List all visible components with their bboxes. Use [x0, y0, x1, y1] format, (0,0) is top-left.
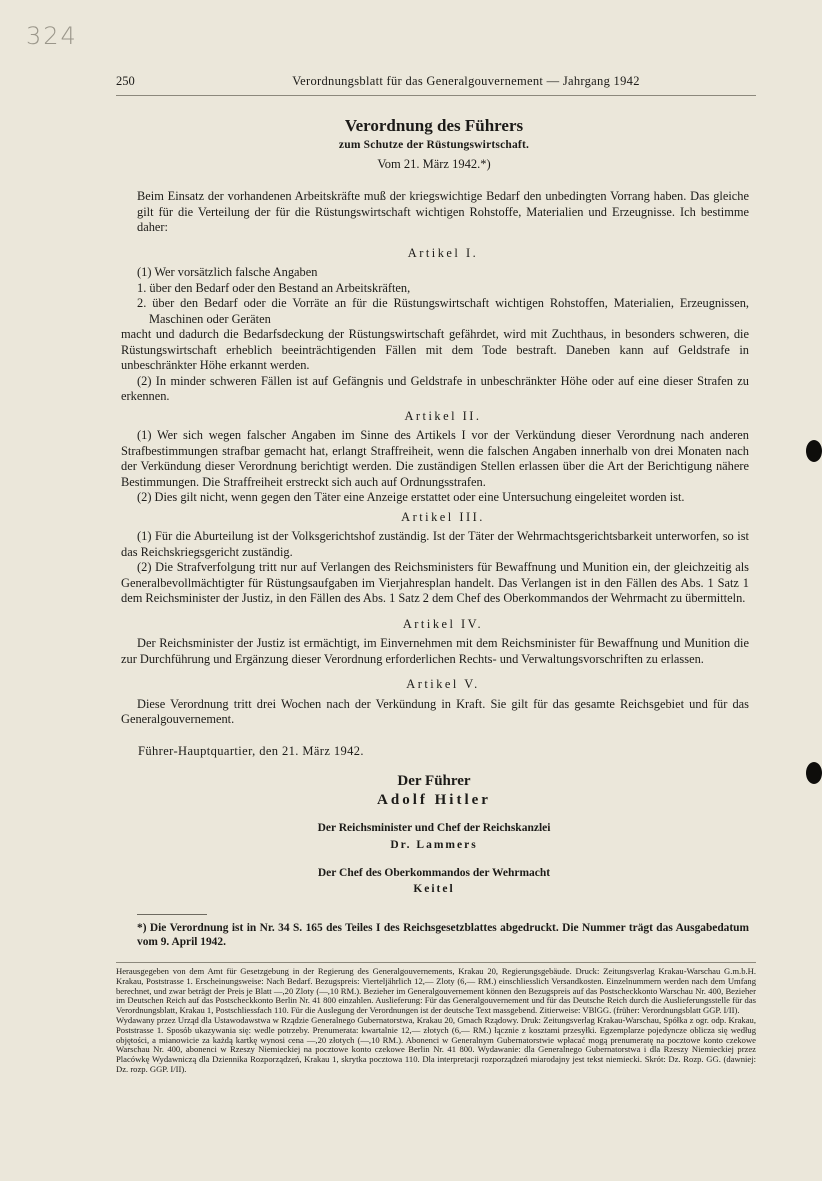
header-rule [116, 95, 756, 96]
article-3-para-1: (1) Für die Aburteilung ist der Volksgerichtshof zuständig. Ist der Täter der Wehrmachtsgerichtsbarkeit unterworfen, so ist das Reichskriegsgericht zuständig. [121, 529, 749, 559]
running-head [116, 74, 756, 89]
handwritten-number: 324 [26, 22, 78, 50]
punch-hole [806, 762, 822, 784]
imprint-polish: Wydawany przez Urząd dla Ustawodawstwa w Rządzie Generalnego Gubernatorstwa, Krakau 20, Gmach Rządowy. Druk: Zeitungsverlag Krakau-Warschau, Spółka z ogr. odp. Krakau, Poststrasse 1. Sposób ukazywania się: wedle potrzeby. Prenumerata: kwartalnie 12,— złotych (6,— RM.) łącznie z kosztami przesyłki. Egzemplarze pojedyncze oblicza się według objętości, a mianowicie za każdą kartkę wynosi cena —,20 złotych (—,10 RM.). Abonenci w Generalnym Gubernatorstwie wpłacać mogą prenumeratę na pocztowe konto czekowe Warschau Nr. 400, abonenci w Rzeszy Niemieckiej na pocztowe konto czekowe Berlin Nr. 41 800. Wydawanie: dla Generalnego Gubernatorstwa i dla Rzeszy Niemieckiej przez Placówkę Wydawniczą dla Dziennika Rozporządzeń, Krakau 1, skrytka pocztowa 110. Dla interpretacji rozporządzeń miarodajny jest tekst niemiecki. Skrót: Dz. Rozp. GG. (dawniej: Dz. rozp. GGP. I/II). [116, 1014, 756, 1074]
signature-title-reichskanzlei: Der Reichsminister und Chef der Reichskanzlei [317, 822, 551, 834]
article-1-item-2: 2. über den Bedarf oder die Vorräte an für die Rüstungswirtschaft wichtigen Rohstoffen, Materialien, Erzeugnissen, Maschinen oder Geräten [137, 296, 749, 326]
article-4-para-1: Der Reichsminister der Justiz ist ermächtigt, im Einvernehmen mit dem Reichsminister für Bewaffnung und Munition die zur Durchführung und Ergänzung dieser Verordnung erforderlichen Rechts- und Verwaltungsvorschriften zu erlassen. [121, 636, 749, 666]
imprint-rule [116, 962, 756, 963]
decree-body [121, 189, 749, 728]
signature-title-fuehrer: Der Führer [397, 773, 471, 789]
footnote: *) Die Verordnung ist in Nr. 34 S. 165 des Teiles I des Reichsgesetzblattes abgedruckt. Die Nummer trägt das Ausgabedatum vom 9. April 1942. [137, 922, 749, 948]
decree-date: Vom 21. März 1942.*) [377, 157, 491, 171]
article-1-heading: Artikel I. [407, 245, 479, 260]
article-2-para-1: (1) Wer sich wegen falscher Angaben im Sinne des Artikels I vor der Verkündung dieser Verordnung nach anderen Strafbestimmungen strafbar gemacht hat, erlangt Straffreiheit, wenn die falschen Angaben innerhalb von drei Monaten nach der Verkündung dieser Verordnung berichtigt werden. Die zuständigen Stellen erlassen über die Art der Berichtigung nähere Bestimmungen. Die Straffreiheit erstreckt sich auch auf Ordnungsstrafen. [121, 428, 749, 489]
page-number: 250 [116, 74, 135, 88]
article-1-para-1-cont: macht und dadurch die Bedarfsdeckung der Rüstungswirtschaft gefährdet, wird mit Zuchthaus, in besonders schweren, die Rüstungswirtschaft erheblich beeinträchtigenden Fällen mit dem Tode bestraft. Daneben kann auf Geldstrafe in unbeschränkter Höhe erkannt werden. [121, 327, 749, 372]
article-5-heading: Artikel V. [406, 677, 480, 691]
signature-title-okw: Der Chef des Oberkommandos der Wehrmacht [317, 867, 551, 879]
running-head-title: Verordnungsblatt für das Generalgouvernement — Jahrgang 1942 [292, 74, 640, 88]
imprint [116, 967, 756, 1075]
article-3-heading: Artikel III. [401, 509, 485, 524]
article-1-item-1: 1. über den Bedarf oder den Bestand an Arbeitskräften, [137, 280, 411, 295]
article-1-para-1: (1) Wer vorsätzlich falsche Angaben [137, 265, 318, 279]
page-subtitle: zum Schutze der Rüstungswirtschaft. [338, 139, 530, 151]
article-5-para-1: Diese Verordnung tritt drei Wochen nach der Verkündung in Kraft. Sie gilt für das gesamte Reichsgebiet und für das Generalgouvernement. [121, 696, 749, 726]
article-3-para-2: (2) Die Strafverfolgung tritt nur auf Verlangen des Reichsministers für Bewaffnung und Munition ein, der gleichzeitig als Generalbevollmächtigter für Rüstungsaufgaben im Vierjahresplan handelt. Das Verlangen ist in den Fällen des Abs. 1 Satz 1 dem Reichsminister der Justiz, in den Fällen des Abs. 1 Satz 2 dem Chef des Oberkommandos der Wehrmacht zu übermitteln. [121, 560, 749, 605]
footnote-rule [137, 914, 207, 915]
article-1-para-2: (2) In minder schweren Fällen ist auf Gefängnis und Geldstrafe in unbeschränkter Höhe oder auf eine dieser Strafen zu erkennen. [121, 373, 749, 403]
page-title: Verordnung des Führers [344, 116, 524, 135]
signature-name-fuehrer: Adolf Hitler [377, 792, 491, 808]
imprint-german: Herausgegeben von dem Amt für Gesetzgebung in der Regierung des Generalgouvernements, Krakau 20, Regierungsgebäude. Druck: Zeitungsverlag Krakau-Warschau G.m.b.H. Krakau, Poststrasse 1. Erscheinungsweise: Nach Bedarf. Bezugspreis: Vierteljährlich 12,— Zloty (6,— RM.) einschliesslich Versandkosten. Einzelnummern werden nach dem Umfang berechnet, und zwar beträgt der Preis je Blatt —,20 Zloty (—,10 RM.). Bezieher im Generalgouvernement können den Bezugspreis auf das Postscheckkonto Warschau Nr. 400, Bezieher im Deutschen Reich auf das Postscheckkonto Berlin Nr. 41 800 einzahlen. Auslieferung: Für das Generalgouvernement und für das Deutsche Reich durch die Auslieferungsstelle für das Verordnungsblatt, Krakau 1, Postschliessfach 110. Für die Auslegung der Verordnungen ist der deutsche Text massgebend. Zitierweise: VBlGG. (früher: Verordnungsblatt GGP. I/II). [116, 966, 756, 1016]
place-and-date: Führer-Hauptquartier, den 21. März 1942. [138, 744, 364, 758]
preamble: Beim Einsatz der vorhandenen Arbeitskräfte muß der kriegswichtige Bedarf den unbedingten Vorrang haben. Das gleiche gilt für die Verteilung der für die Rüstungswirtschaft wichtigen Rohstoffe, Materialien und Erzeugnisse. Ich bestimme daher: [137, 189, 749, 234]
signature-name-reichskanzlei: Dr. Lammers [390, 839, 478, 851]
punch-hole [806, 440, 822, 462]
article-2-heading: Artikel II. [404, 408, 482, 423]
signature-name-okw: Keitel [413, 883, 455, 895]
article-2-para-2: (2) Dies gilt nicht, wenn gegen den Täter eine Anzeige erstattet oder eine Untersuchung eingeleitet worden ist. [137, 490, 685, 504]
article-4-heading: Artikel IV. [402, 616, 484, 631]
